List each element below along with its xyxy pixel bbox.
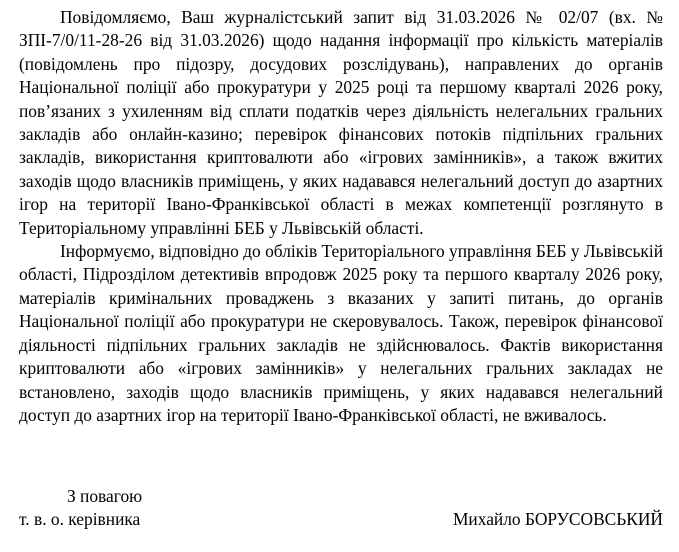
signer-position: т. в. о. керівника — [19, 509, 141, 530]
paragraph-request-summary: Повідомляємо, Ваш журналістський запит від 31.03.2026 № 02/07 (вх. № ЗПІ-7/0/11-28-26 від 31.03.2026) щодо надання інформації про кількість матеріалів (повідомлень про підозру, досудових розслідувань), направлених до органів Національної поліції або прокуратури у 2025 році та першому кварталі 2026 року, пов’язаних з ухиленням від сплати податків через діяльність нелегальних гральних закладів або онлайн-казино; перевірок фінансових потоків підпільних гральних закладів, використання криптовалюти або «ігрових замінників», а також вжитих заходів щодо власників приміщень, у яких надавався нелегальний доступ до азартних ігор на території Івано-Франківської області в межах компетенції розглянуто в Територіальному управлінні БЕБ у Львівській області. — [19, 7, 663, 238]
signature-row — [19, 508, 663, 531]
signature-block — [19, 485, 663, 532]
closing-greeting: З повагою — [67, 486, 143, 506]
letter-body — [19, 6, 663, 427]
signer-name: Михайло БОРУСОВСЬКИЙ — [452, 509, 663, 530]
paragraph-response: Інформуємо, відповідно до обліків Територіального управління БЕБ у Львівській області, Підрозділом детективів впродовж 2025 року та першого кварталу 2026 року, матеріалів кримінальних проваджень з вказаних у запиті питань, до органів Національної поліції або прокуратури не скеровувалось. Також, перевірок фінансової діяльності підпільних гральних закладів не здійснювалось. Фактів використання криптовалюти або «ігрових замінників» у нелегальних гральних закладах не встановлено, заходів щодо власників приміщень, у яких надавався нелегальний доступ до азартних ігор на території Івано-Франківської області, не вживалось. — [19, 241, 664, 425]
